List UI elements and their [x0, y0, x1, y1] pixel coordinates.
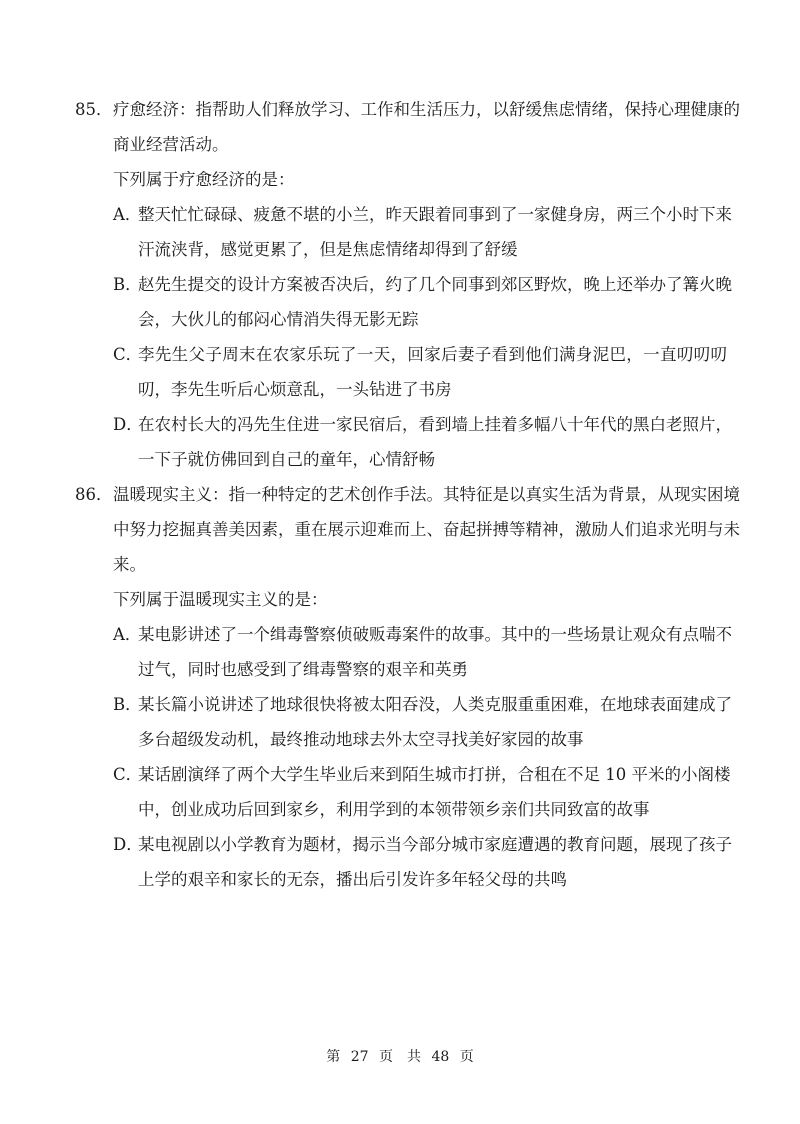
- option-text-line: 会，大伙儿的郁闷心情消失得无影无踪: [138, 310, 419, 329]
- option-a: [0, 617, 732, 687]
- option-text-line: 赵先生提交的设计方案被否决后，约了几个同事到郊区野炊，晚上还举办了篝火晚: [138, 275, 732, 294]
- option-letter: A．: [113, 625, 142, 644]
- question-definition: [0, 477, 740, 582]
- option-text-line: 一下子就仿佛回到自己的童年，心情舒畅: [138, 450, 435, 469]
- option-letter: B．: [113, 695, 142, 714]
- option-b: [0, 267, 732, 337]
- option-text-line: 整天忙忙碌碌、疲惫不堪的小兰，昨天跟着同事到了一家健身房，两三个小时下来: [138, 205, 732, 224]
- definition-line: 来。: [113, 555, 146, 574]
- option-text-line: 叨，李先生听后心烦意乱，一头钻进了书房: [138, 380, 452, 399]
- option-a: [0, 197, 732, 267]
- option-text-line: 上学的艰辛和家长的无奈，播出后引发许多年轻父母的共鸣: [138, 870, 567, 889]
- option-text-line: 汗流浃背，感觉更累了，但是焦虑情绪却得到了舒缓: [138, 240, 518, 259]
- definition-line: 商业经营活动。: [113, 135, 229, 154]
- option-b: [0, 687, 732, 757]
- option-text-line: 在农村长大的冯先生住进一家民宿后，看到墙上挂着多幅八十年代的黑白老照片，: [138, 415, 732, 434]
- option-letter: C．: [113, 765, 143, 784]
- option-text-line: 某长篇小说讲述了地球很快将被太阳吞没，人类克服重重困难，在地球表面建成了: [138, 695, 732, 714]
- question-86: [0, 477, 800, 897]
- option-text-line: 某电影讲述了一个缉毒警察侦破贩毒案件的故事。其中的一些场景让观众有点喘不: [138, 625, 732, 644]
- question-stem: 下列属于疗愈经济的是：: [113, 170, 295, 189]
- exam-page: [0, 92, 800, 897]
- definition-line: 中努力挖掘真善美因素，重在展示迎难而上、奋起拼搏等精神，激励人们追求光明与未: [113, 520, 740, 539]
- option-letter: B．: [113, 275, 142, 294]
- option-c: [0, 337, 727, 407]
- option-letter: C．: [113, 345, 143, 364]
- option-d: [0, 827, 732, 897]
- option-letter: D．: [113, 415, 143, 434]
- option-text-line: 过气，同时也感受到了缉毒警察的艰辛和英勇: [138, 660, 468, 679]
- definition-line: 疗愈经济：指帮助人们释放学习、工作和生活压力，以舒缓焦虑情绪，保持心理健康的: [113, 100, 740, 119]
- question-number: 86．: [75, 485, 113, 504]
- option-c: [0, 757, 731, 827]
- question-definition: [0, 92, 740, 162]
- definition-line: 温暖现实主义：指一种特定的艺术创作手法。其特征是以真实生活为背景，从现实困境: [113, 485, 740, 504]
- question-stem: 下列属于温暖现实主义的是：: [113, 590, 328, 609]
- question-number: 85．: [75, 100, 113, 119]
- option-text-line: 多台超级发动机，最终推动地球去外太空寻找美好家园的故事: [138, 730, 584, 749]
- option-text-line: 某话剧演绎了两个大学生毕业后来到陌生城市打拼，合租在不足 10 平米的小阁楼: [138, 765, 731, 784]
- page-footer: 第 27 页 共 48 页: [326, 1049, 474, 1065]
- option-text-line: 中，创业成功后回到家乡，利用学到的本领带领乡亲们共同致富的故事: [138, 800, 650, 819]
- option-text-line: 某电视剧以小学教育为题材，揭示当今部分城市家庭遭遇的教育问题，展现了孩子: [138, 835, 732, 854]
- option-text-line: 李先生父子周末在农家乐玩了一天，回家后妻子看到他们满身泥巴，一直叨叨叨: [138, 345, 727, 364]
- option-letter: A．: [113, 205, 142, 224]
- option-d: [0, 407, 732, 477]
- option-letter: D．: [113, 835, 143, 854]
- question-85: [0, 92, 800, 477]
